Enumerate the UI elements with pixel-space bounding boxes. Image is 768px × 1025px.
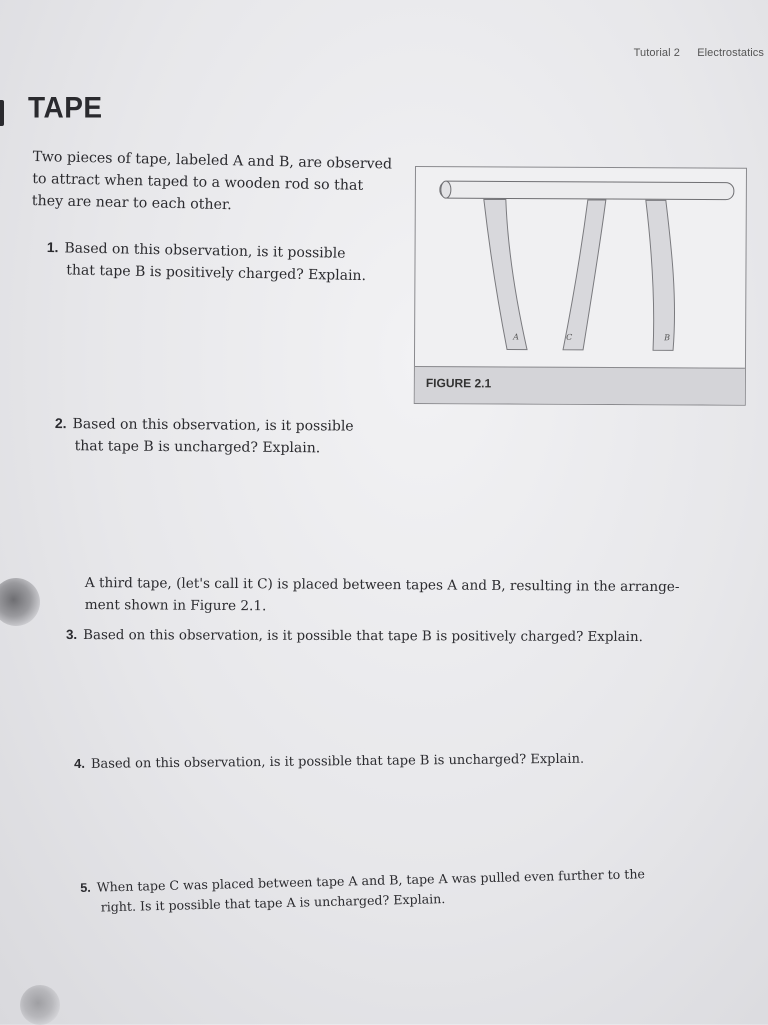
question-3 <box>66 624 676 649</box>
tape-a <box>483 199 528 349</box>
paragraph-line2: ment shown in Figure 2.1. <box>84 596 267 615</box>
section-marker <box>0 100 4 126</box>
question-number: 3. <box>65 627 78 643</box>
paragraph-line1: A third tape, (let's call it C) is placed between tapes A and B, resulting in the arrange- <box>84 574 680 596</box>
figure-caption-bar <box>415 366 745 405</box>
wooden-rod <box>440 181 734 200</box>
question-number: 2. <box>54 414 67 432</box>
tape-label-c: C <box>566 332 573 342</box>
question-4 <box>74 747 674 776</box>
tape-label-a: A <box>513 332 519 342</box>
question-1 <box>46 236 397 288</box>
question-text-line1: Based on this observation, is it possible <box>72 416 354 435</box>
tape-label-b: B <box>664 333 671 343</box>
question-number: 1. <box>46 238 59 256</box>
third-tape-paragraph <box>85 572 695 620</box>
question-text: Based on this observation, is it possible that tape B is uncharged? Explain. <box>90 751 585 772</box>
question-text-line2: right. Is it possible that tape A is uncharged? Explain. <box>100 891 446 915</box>
question-text-line2: that tape B is uncharged? Explain. <box>74 438 321 457</box>
section-title: TAPE <box>28 91 103 124</box>
question-number: 5. <box>80 880 91 895</box>
subject-label: Electrostatics <box>697 47 764 59</box>
tape-b <box>645 200 675 350</box>
question-text-line2: that tape B is positively charged? Explain. <box>66 262 367 285</box>
figure-caption: FIGURE 2.1 <box>425 376 492 391</box>
question-text-line1: When tape C was placed between tape A and B, tape A was pulled even further to the <box>96 866 646 895</box>
figure-illustration <box>415 167 746 369</box>
figure-2-1 <box>414 166 747 406</box>
tutorial-label: Tutorial 2 <box>633 47 681 59</box>
question-text-line1: Based on this observation, is it possible <box>64 240 346 262</box>
tape-c <box>563 200 606 350</box>
question-number: 4. <box>74 755 86 771</box>
binder-hole-icon <box>0 578 40 626</box>
binder-hole-icon <box>20 985 60 1025</box>
page-header <box>634 47 764 59</box>
intro-paragraph: Two pieces of tape, labeled A and B, are observed to attract when taped to a wooden rod so that they are near to each other. <box>31 148 393 214</box>
question-5 <box>80 863 681 918</box>
question-2 <box>55 412 395 460</box>
rod-end <box>441 181 451 198</box>
question-text: Based on this observation, is it possible that tape B is positively charged? Explain. <box>83 628 643 646</box>
